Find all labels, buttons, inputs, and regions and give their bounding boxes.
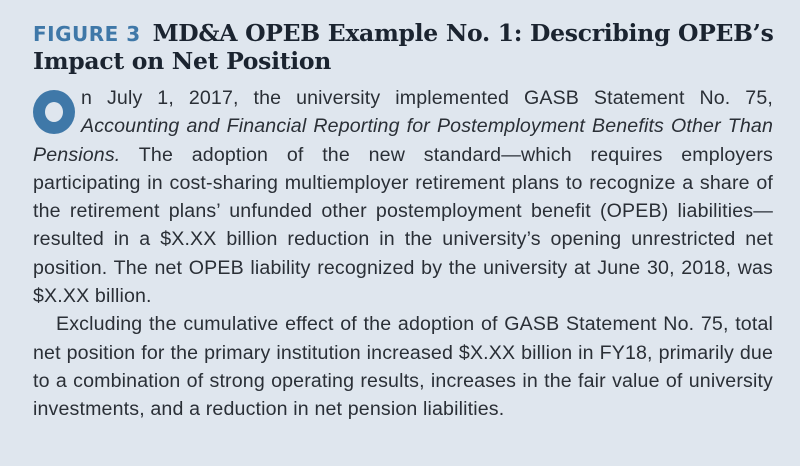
drop-cap	[33, 90, 75, 134]
figure-title: MD&A OPEB Example No. 1: Describing OPEB’s Impact on Net Position	[33, 19, 774, 75]
paragraph-2-text: Excluding the cumulative effect of the adoption of GASB Statement No. 75, total net position for the primary institution increased $X.XX billion in FY18, primarily due to a combination of strong operating results, increases in the fair value of university investments, and a reduction in net pension liabilities.	[33, 313, 773, 421]
figure-title-block	[33, 20, 783, 75]
figure-body	[33, 84, 773, 424]
paragraph-1	[33, 84, 773, 310]
paragraph-1-text-a: n July 1, 2017, the university implemented GASB Statement No. 75,	[81, 87, 773, 109]
drop-cap-hole	[45, 102, 63, 122]
paragraph-1-text-b: The adoption of the new standard—which requires employers participating in cost-sharing multiemployer retirement plans to recognize a share of the retirement plans’ unfunded other postemployment benefit (OPEB) liabilities—resulted in a $X.XX billion reduction in the university’s opening unrestricted net position. The net OPEB liability recognized by the university at June 30, 2018, was $X.XX billion.	[33, 143, 773, 308]
paragraph-2	[33, 310, 773, 423]
statement-title: Accounting and Financial Reporting for Postemployment Benefits Other Than Pensions.	[33, 115, 773, 166]
figure-label: FIGURE 3	[33, 22, 141, 46]
drop-cap-letter	[33, 90, 34, 91]
